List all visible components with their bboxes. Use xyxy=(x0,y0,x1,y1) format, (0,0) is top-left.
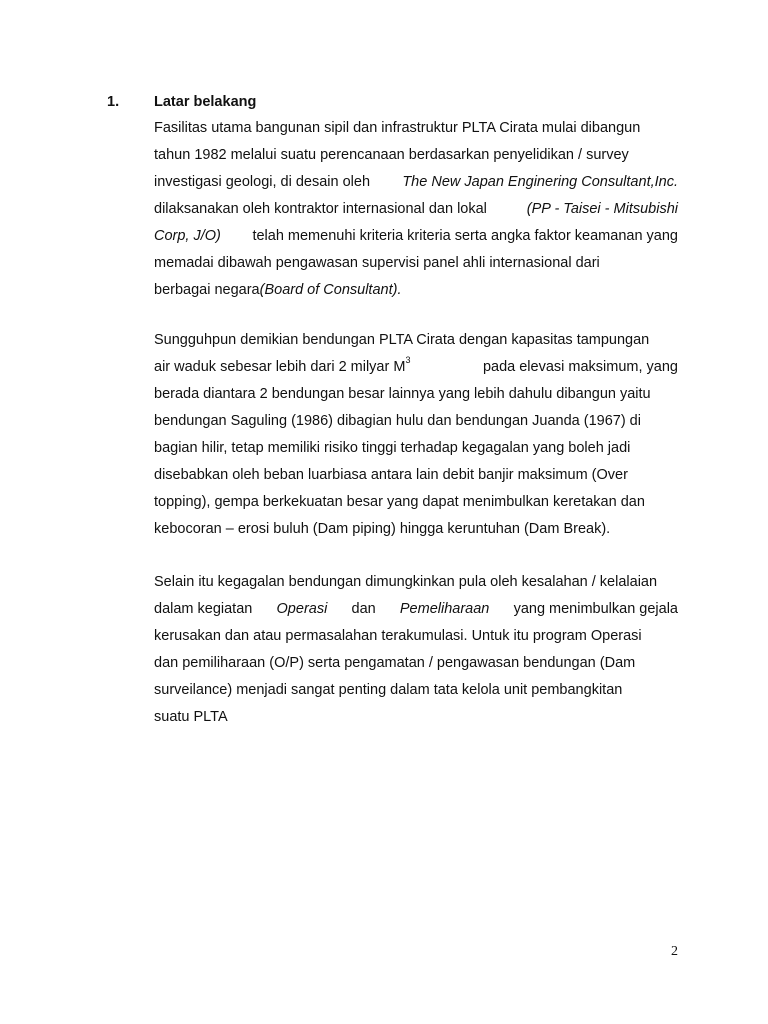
page-number: 2 xyxy=(671,944,678,959)
text-line xyxy=(154,596,678,623)
text-line xyxy=(154,462,678,489)
line-text: dilaksanakan oleh kontraktor internasional dan lokal xyxy=(154,201,487,217)
text-line xyxy=(154,623,678,650)
line-text: disebabkan oleh beban luarbiasa antara lain debit banjir maksimum (Over xyxy=(154,467,628,483)
line-text: dalam kegiatan xyxy=(154,601,253,617)
text-line xyxy=(154,489,678,516)
text-line xyxy=(154,704,678,731)
line-text: Fasilitas utama bangunan sipil dan infrastruktur PLTA Cirata mulai dibangun xyxy=(154,120,641,136)
text-line xyxy=(154,169,678,196)
text-line xyxy=(154,142,678,169)
text-line xyxy=(154,650,678,677)
line-text: yang menimbulkan gejala xyxy=(513,601,678,617)
text-line xyxy=(154,516,678,543)
consultant-name: The New Japan Enginering Consultant,Inc. xyxy=(402,174,678,190)
line-text: Selain itu kegagalan bendungan dimungkinkan pula oleh kesalahan / kelalaian xyxy=(154,574,658,590)
line-text: dan pemiliharaan (O/P) serta pengamatan / pengawasan bendungan (Dam xyxy=(154,655,636,671)
text-line xyxy=(154,223,678,250)
line-text: surveilance) menjadi sangat penting dalam tata kelola unit pembangkitan xyxy=(154,682,623,698)
line-text xyxy=(154,354,410,381)
line-text: berada diantara 2 bendungan besar lainnya yang lebih dahulu dibangun yaitu xyxy=(154,386,651,402)
text-line xyxy=(154,250,678,277)
section-number: 1. xyxy=(107,94,120,110)
line-text: topping), gempa berkekuatan besar yang dapat menimbulkan keretakan dan xyxy=(154,494,645,510)
text-line xyxy=(154,435,678,462)
line-text: bagian hilir, tetap memiliki risiko tinggi terhadap kegagalan yang boleh jadi xyxy=(154,440,631,456)
line-text: tahun 1982 melalui suatu perencanaan berdasarkan penyelidikan / survey xyxy=(154,147,629,163)
line-text: dan xyxy=(351,601,376,617)
line-text: berbagai negara xyxy=(154,282,260,298)
line-text: Sungguhpun demikian bendungan PLTA Cirata dengan kapasitas tampungan xyxy=(154,332,650,348)
term-operasi: Operasi xyxy=(276,601,328,617)
text-line xyxy=(154,569,678,596)
term-pemeliharaan: Pemeliharaan xyxy=(399,601,490,617)
text-line xyxy=(154,196,678,223)
line-text: investigasi geologi, di desain oleh xyxy=(154,174,371,190)
capacity-text: air waduk sebesar lebih dari 2 milyar M xyxy=(154,359,406,375)
text-line xyxy=(154,677,678,704)
line-text: bendungan Saguling (1986) dibagian hulu dan bendungan Juanda (1967) di xyxy=(154,413,641,429)
line-text: pada elevasi maksimum, yang xyxy=(482,359,678,375)
paragraph-background xyxy=(154,115,678,304)
text-line xyxy=(154,277,678,304)
line-text: kerusakan dan atau permasalahan terakumulasi. Untuk itu program Operasi xyxy=(154,628,642,644)
board-name: (Board of Consultant). xyxy=(259,282,402,298)
paragraph-risk xyxy=(154,327,678,543)
line-text: kebocoran – erosi buluh (Dam piping) hingga keruntuhan (Dam Break). xyxy=(154,521,611,537)
text-line xyxy=(154,327,678,354)
superscript-cubed: 3 xyxy=(405,355,411,366)
section-title: Latar belakang xyxy=(154,94,257,110)
line-text: suatu PLTA xyxy=(154,709,228,725)
paragraph-operations xyxy=(154,569,678,731)
line-text: telah memenuhi kriteria kriteria serta angka faktor keamanan yang xyxy=(252,228,678,244)
contractor-name: (PP - Taisei - Mitsubishi xyxy=(526,201,678,217)
text-line xyxy=(154,354,678,381)
text-line xyxy=(154,381,678,408)
text-line xyxy=(154,408,678,435)
text-line xyxy=(154,115,678,142)
line-text: memadai dibawah pengawasan supervisi panel ahli internasional dari xyxy=(154,255,600,271)
contractor-name-cont: Corp, J/O) xyxy=(154,228,221,244)
